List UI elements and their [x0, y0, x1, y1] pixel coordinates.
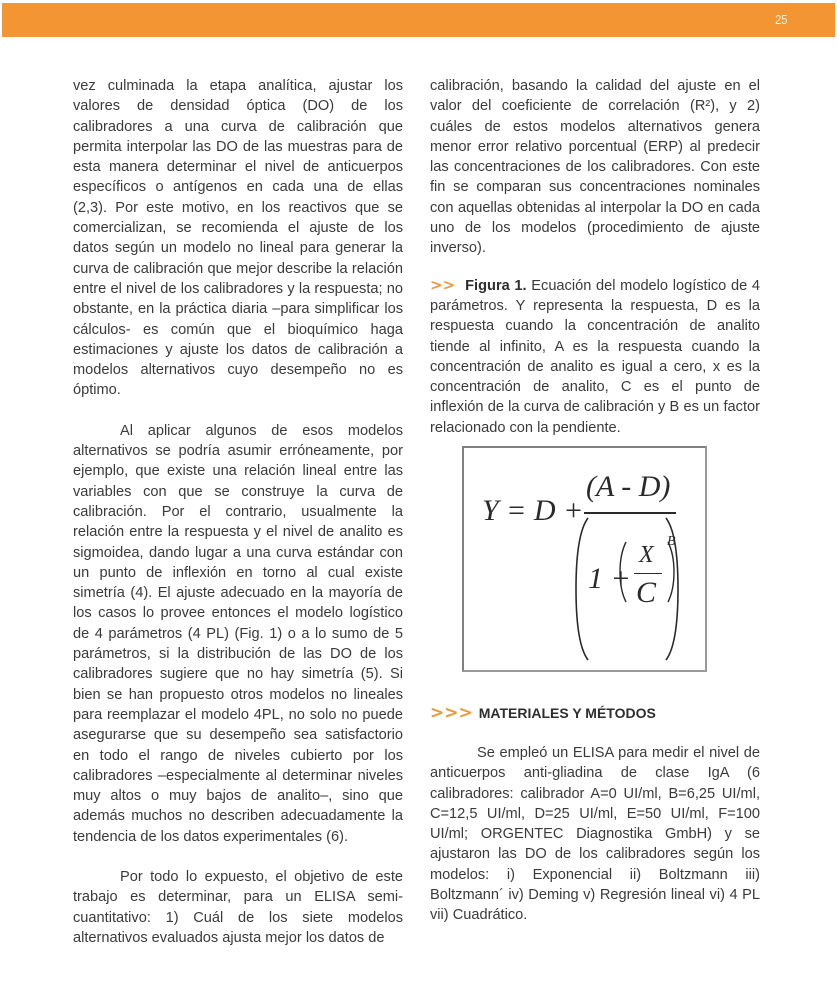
methods-paragraph: Se empleó un ELISA para medir el nivel de anticuerpos anti-gliadina de clase IgA (6 calibradores: calibrador A=0 UI/ml, B=6,25 UI/ml, C=12,5 UI/ml, D=25 UI/ml, E=50 UI/ml, F=100 UI/ml; ORGENTEC Diagnostika GmbH) y se ajustaron las DO de los calibradores según los modelos: i) Exponencial ii) Boltzmann iii) Boltzmann´ iv) Deming v) Regresión lineal vi) 4 PL vii) Cuadrático.: [430, 745, 760, 924]
equation-c: C: [636, 576, 657, 609]
body-paragraph: calibración, basando la calidad del ajuste en el valor del coeficiente de correlación (R²), y 2) cuáles de estos modelos alternativos genera menor error relativo porcentual (ERP) al predecir las concentraciones de los calibradores. Con este fin se comparan sus concentraciones nominales con aquellas obtenidas al interpolar la DO en cada uno de los modelos (procedimiento de ajuste inverso).: [430, 78, 760, 257]
equation-lhs: Y = D +: [482, 494, 584, 527]
body-paragraph: Al aplicar algunos de esos modelos alternativos se podría asumir erróneamente, por ejemplo, que existe una relación lineal entre las variables con que se construye la curva de calibración. Por el contrario, usualmente la relación entre la respuesta y el nivel de analito es sigmoidea, dando lugar a una curva estándar con un punto de inflexión en torno al cual existe simetría (4). El ajuste adecuado en la mayoría de los casos lo provee entonces el modelo logístico de 4 parámetros (4 PL) (Fig. 1) o a lo sumo de 5 parámetros, si la distribución de las DO de los calibradores sugiere que no hay simetría (5). Si bien se han propuesto otros modelos no lineales para reemplazar el modelo 4PL, no solo no puede asegurarse que su desempeño sea satisfactorio en todo el rango de niveles cubierto por los calibradores –especialmente al determinar niveles muy altos o muy bajos de analito–, sino que además muchos no describen adecuadamente la tendencia de los datos experimentales (6).: [73, 422, 403, 845]
equation-one-plus: 1 +: [588, 562, 631, 595]
section-title: MATERIALES Y MÉTODOS: [478, 705, 656, 721]
triple-arrow-marker-icon: >>>: [430, 703, 473, 723]
arrow-marker-icon: >>: [430, 275, 456, 294]
figure-1-equation: [462, 446, 707, 672]
section-heading-materiales: [430, 703, 760, 723]
equation-numerator: (A - D): [586, 470, 671, 503]
methods-column: [430, 743, 760, 926]
page-header-bar: [2, 3, 835, 37]
body-paragraph: Por todo lo expuesto, el objetivo de este trabajo es determinar, para un ELISA semi-cuantitativo: 1) Cuál de los siete modelos alternativos evaluados ajusta mejor los datos de: [73, 868, 403, 946]
left-column: [73, 76, 403, 948]
figure-caption: [430, 275, 760, 438]
inner-fraction-bar: [634, 573, 662, 574]
equation-exponent: B: [667, 534, 676, 549]
equation-x: X: [639, 542, 654, 568]
body-paragraph: vez culminada la etapa analítica, ajustar los valores de densidad óptica (DO) de los calibradores a una curva de calibración que permita interpolar las DO de las muestras para de esta manera determinar el nivel de anticuerpos específicos o antígenos en cada una de ellas (2,3). Por este motivo, en los reactivos que se comercializan, se recomienda el ajuste de los datos según un modelo no lineal para generar la curva de calibración que mejor describe la relación entre el nivel de los calibradores y la respuesta; no obstante, en la práctica diaria –para simplificar los cálculos- es común que el bioquímico haga estimaciones y ajuste los datos de calibración a modelos alternativos cuyo desempeño no es óptimo.: [73, 78, 403, 399]
right-column: [430, 76, 760, 438]
figure-caption-text: Ecuación del modelo logístico de 4 parámetros. Y representa la respuesta, D es la respuesta cuando la concentración de analito tiende al infinito, A es la respuesta cuando la concentración de analito es igual a cero, x es la concentración de analito, C es el punto de inflexión de la curva de calibración y B es un factor relacionado con la pendiente.: [430, 277, 760, 436]
page-number: 25: [774, 12, 787, 27]
figure-caption-title: Figura 1.: [465, 277, 527, 294]
